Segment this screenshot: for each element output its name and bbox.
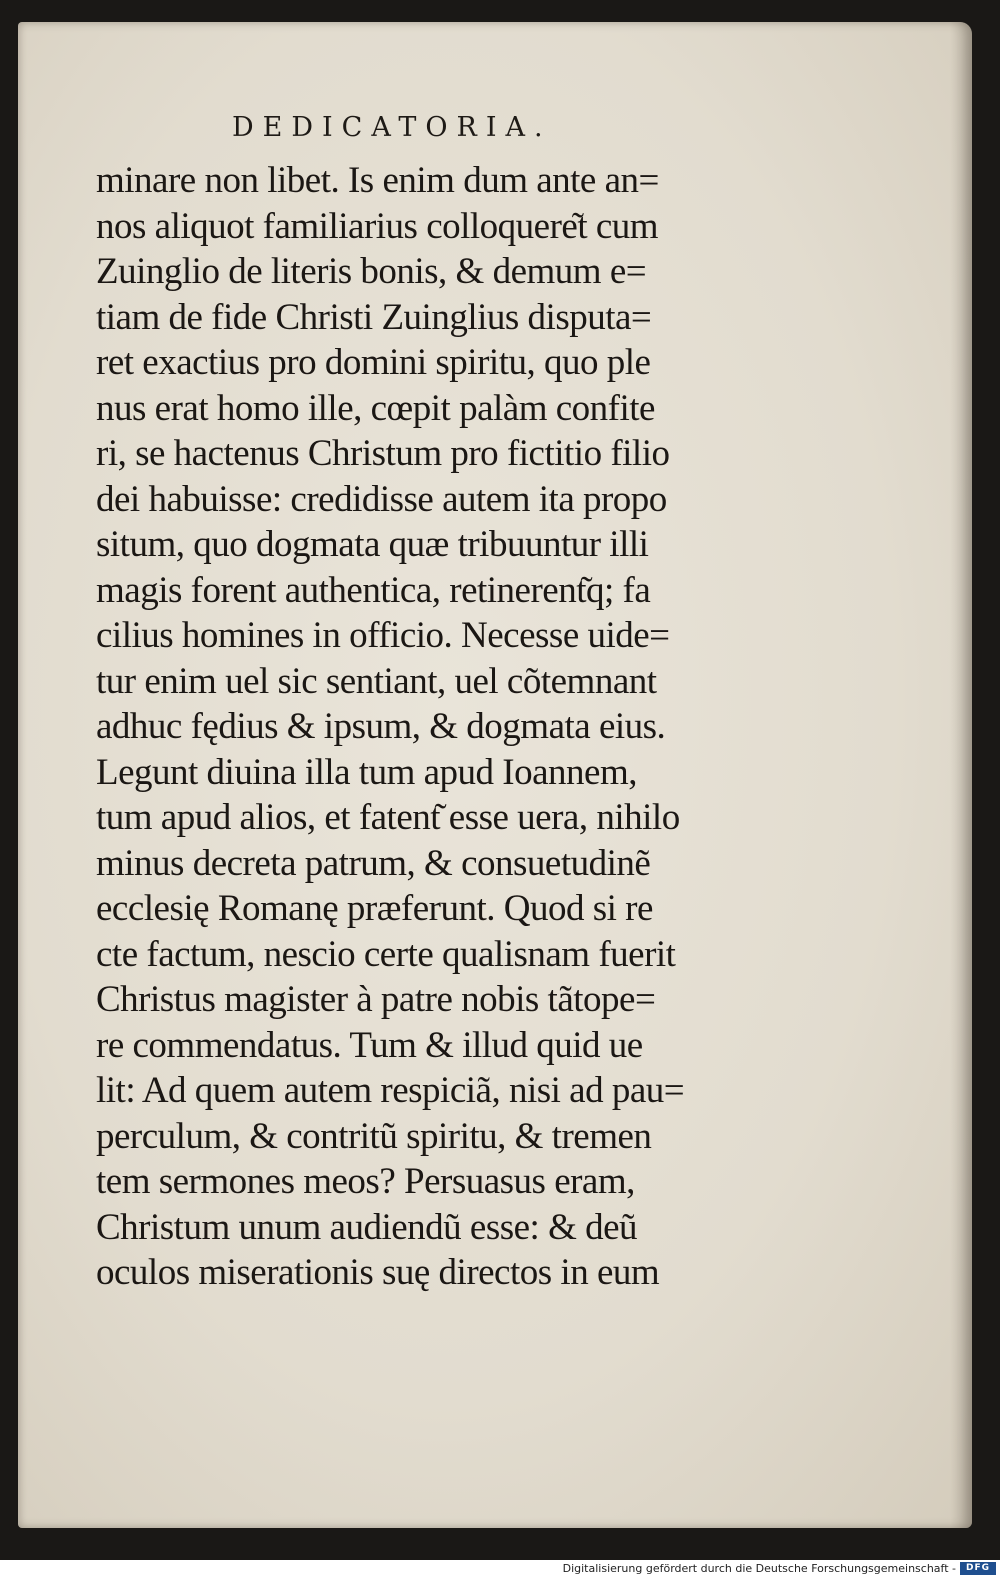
text-line: Christum unum audiendũ esse: & deũ: [96, 1206, 638, 1248]
text-line: Christus magister à patre nobis tãtope=: [96, 979, 656, 1020]
text-line: situm, quo dogmata quæ tribuuntur illi: [96, 524, 649, 565]
running-head: DEDICATORIA.: [232, 112, 552, 143]
funding-note: Digitalisierung gefördert durch die Deutsche Forschungsgemeinschaft -: [562, 1562, 956, 1575]
text-line: tur enim uel sic sentiant, uel cõtemnant: [96, 660, 657, 702]
text-line: minus decreta patrum, & consuetudinẽ: [96, 842, 651, 884]
text-line: minare non libet. Is enim dum ante an=: [96, 160, 659, 201]
text-line: nus erat homo ille, cœpit palàm confite: [96, 387, 655, 429]
text-line: dei habuisse: credidisse autem ita propo: [96, 478, 667, 520]
text-line: tiam de fide Christi Zuinglius disputa=: [96, 296, 652, 338]
page-edge-shadow: [950, 22, 972, 1528]
text-line: oculos miserationis suę directos in eum: [96, 1252, 660, 1293]
text-line: tum apud alios, et fatent͂ esse uera, nihilo: [96, 797, 680, 838]
text-line: ret exactius pro domini spiritu, quo ple: [96, 342, 651, 383]
text-line: Legunt diuina illa tum apud Ioannem,: [96, 751, 637, 793]
text-line: perculum, & contritũ spiritu, & tremen: [96, 1115, 652, 1157]
text-line: cte factum, nescio certe qualisnam fuerit: [96, 933, 676, 975]
dfg-logo: DFG: [960, 1562, 996, 1575]
text-line: Zuinglio de literis bonis, & demum e=: [96, 251, 647, 292]
body-text: [96, 158, 768, 1296]
text-line: ecclesię Romanę præferunt. Quod si re: [96, 888, 653, 929]
text-line: magis forent authentica, retinerent͂q; fa: [96, 569, 651, 611]
text-line: adhuc fędius & ipsum, & dogmata eius.: [96, 706, 666, 747]
text-line: tem sermones meos? Persuasus eram,: [96, 1161, 635, 1202]
text-line: nos aliquot familiarius colloquere͂t cum: [96, 205, 659, 247]
text-line: ri, se hactenus Christum pro fictitio filio: [96, 433, 670, 474]
text-line: re commendatus. Tum & illud quid ue: [96, 1024, 643, 1066]
text-line: lit: Ad quem autem respiciã, nisi ad pau=: [96, 1070, 685, 1111]
text-line: cilius homines in officio. Necesse uide=: [96, 615, 670, 656]
